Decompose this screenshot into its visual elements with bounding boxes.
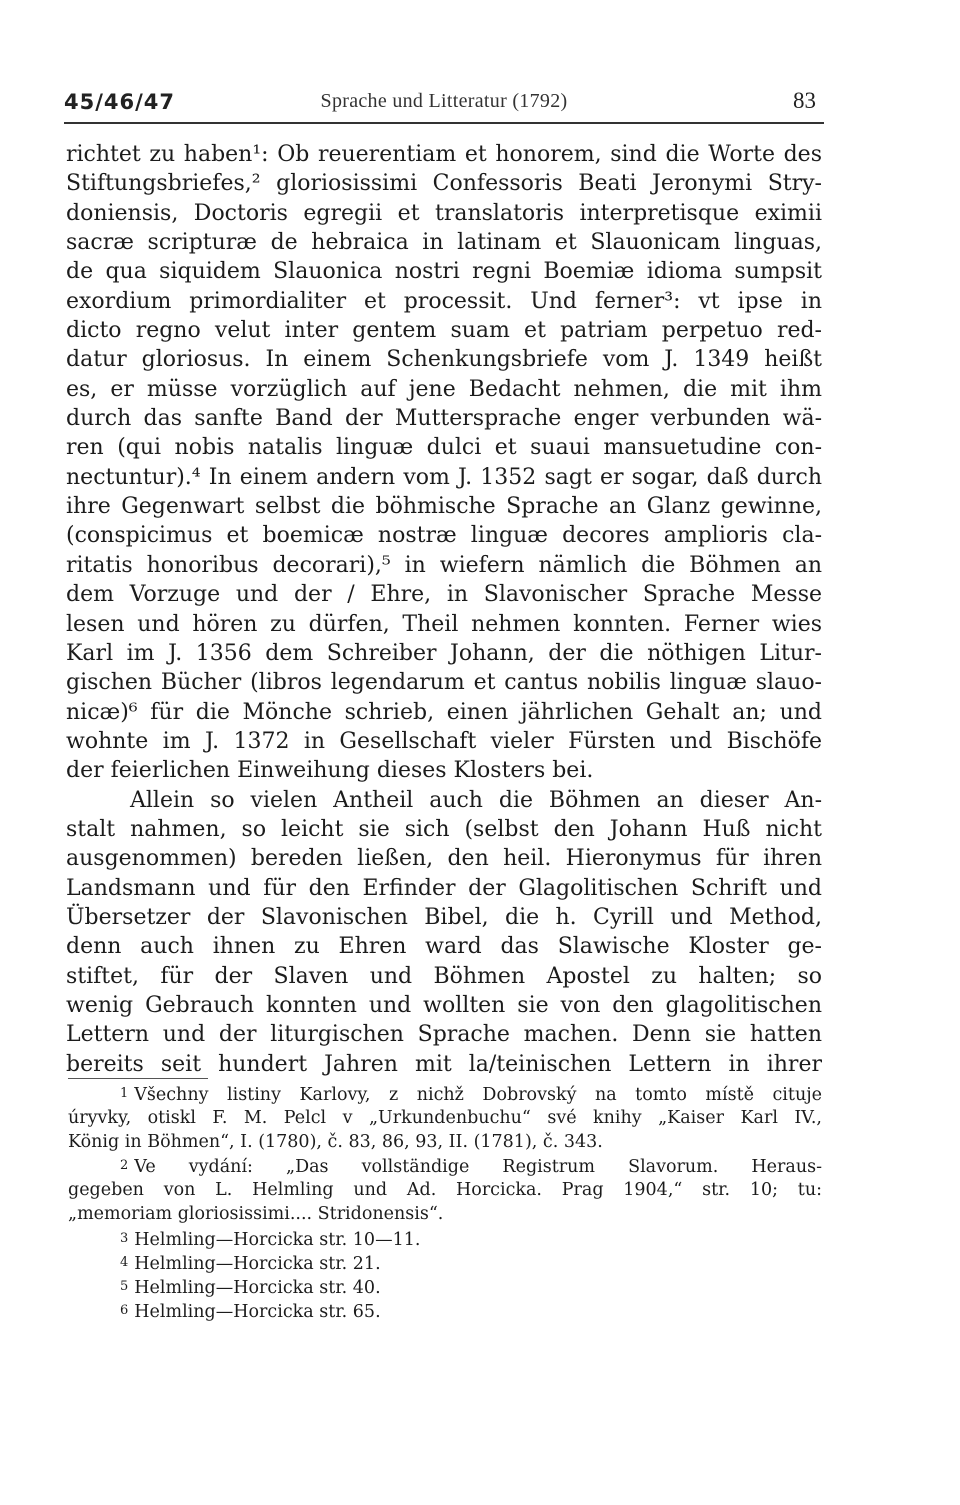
text-line: nectuntur).⁴ In einem andern vom J. 1352 sagt er sogar, daß durch — [66, 464, 822, 490]
text-line: datur gloriosus. In einem Schenkungsbriefe vom J. 1349 heißt — [66, 347, 822, 373]
running-title: Sprache und Litteratur (1792) — [320, 90, 568, 112]
footnote-number: 6 — [120, 1302, 129, 1318]
footnote-line — [68, 1227, 822, 1251]
footnote-number: 2 — [120, 1158, 129, 1174]
footnotes — [68, 1082, 822, 1323]
text-line: wenig Gebrauch konnten und wollten sie von den glagolitischen — [66, 992, 822, 1018]
text-line: Landsmann und für den Erfinder der Glagolitischen Schrift und — [66, 875, 822, 901]
running-header — [64, 82, 824, 124]
text-line: gischen Bücher (libros legendarum et cantus nobilis linguæ slauo- — [66, 670, 822, 696]
footnote-line — [68, 1299, 822, 1323]
text-line: Übersetzer der Slavonischen Bibel, die h. Cyrill und Method, — [66, 904, 822, 930]
text-line: sacræ scripturæ de hebraica in latinam et Slauonicam linguas, — [66, 230, 822, 256]
footnote-text: Všechny listiny Karlovy, z nichž Dobrovský na tomto místě cituje — [134, 1085, 822, 1105]
footnote-line — [68, 1202, 822, 1226]
footnote-text: König in Böhmen“, I. (1780), č. 83, 86, 93, II. (1781), č. 343. — [68, 1132, 603, 1153]
text-line: durch das sanfte Band der Muttersprache enger verbunden wä- — [66, 406, 822, 432]
footnote-line — [68, 1178, 822, 1202]
text-line: es, er müsse vorzüglich auf jene Bedacht nehmen, die mit ihm — [66, 376, 822, 402]
footnote-line — [68, 1106, 822, 1130]
text-line: lesen und hören zu dürfen, Theil nehmen konnten. Ferner wies — [66, 611, 822, 637]
text-line: dicto regno velut inter gentem suam et patriam perpetuo red- — [66, 318, 822, 344]
text-line: doniensis, Doctoris egregii et translatoris interpretisque eximii — [66, 200, 822, 226]
text-line: denn auch ihnen zu Ehren ward das Slawische Kloster ge- — [66, 934, 822, 960]
main-text — [66, 140, 822, 1079]
text-line: Lettern und der liturgischen Sprache machen. Denn sie hatten — [66, 1022, 822, 1048]
footnote-text: „memoriam gloriosissimi.... Stridonensis“. — [68, 1204, 444, 1225]
text-line: stiftet, für der Slaven und Böhmen Apostel zu halten; so — [66, 963, 822, 989]
footnote-number: 1 — [120, 1086, 129, 1101]
footnote-line — [68, 1251, 822, 1275]
text-line: Allein so vielen Antheil auch die Böhmen an dieser An- — [130, 787, 822, 813]
text-line: ren (qui nobis natalis linguæ dulci et suaui mansuetudine con- — [66, 435, 822, 461]
text-line: wohnte im J. 1372 in Gesellschaft vieler Fürsten und Bischöfe — [66, 728, 822, 754]
footnote-number: 4 — [120, 1254, 129, 1270]
text-line: ihre Gegenwart selbst die böhmische Sprache an Glanz gewinne, — [66, 494, 822, 520]
footnote-text: gegeben von L. Helmling und Ad. Horcicka. Prag 1904,“ str. 10; tu: — [68, 1180, 822, 1201]
text-line: ritatis honoribus decorari),⁵ in wiefern nämlich die Böhmen an — [66, 552, 822, 578]
footnote-line — [68, 1082, 822, 1106]
text-line: Stiftungsbriefes,² gloriosissimi Confessoris Beati Jeronymi Stry- — [66, 171, 822, 197]
footnote-text: Helmling—Horcicka str. 40. — [134, 1277, 381, 1298]
footnote-number: 5 — [120, 1278, 129, 1294]
text-line: (conspicimus et boemicæ nostræ linguæ decores amplioris cla- — [66, 523, 822, 549]
footnote-text: Helmling—Horcicka str. 10—11. — [134, 1229, 421, 1250]
text-line: Karl im J. 1356 dem Schreiber Johann, der die nöthigen Litur- — [66, 640, 822, 666]
text-line: der feierlichen Einweihung dieses Klosters bei. — [66, 758, 594, 784]
footnote-text: Helmling—Horcicka str. 21. — [134, 1253, 381, 1274]
text-line: nicæ)⁶ für die Mönche schrieb, einen jährlichen Gehalt an; und — [66, 699, 822, 725]
footnote-line — [68, 1130, 822, 1154]
footnote-separator — [68, 1078, 208, 1079]
footnote-text: úryvky, otiskl F. M. Pelcl v „Urkundenbuchu“ své knihy „Kaiser Karl IV., — [68, 1108, 822, 1129]
text-line: richtet zu haben¹: Ob reuerentiam et honorem, sind die Worte des — [66, 142, 822, 167]
text-line: ausgenommen) bereden ließen, den heil. Hieronymus für ihren — [66, 846, 822, 872]
page-number: 83 — [793, 88, 816, 113]
footnote-text: Ve vydání: „Das vollständige Registrum Slavorum. Heraus- — [134, 1157, 822, 1178]
text-line: bereits seit hundert Jahren mit la/teinischen Lettern in ihrer — [66, 1051, 822, 1077]
text-line: stalt nahmen, so leicht sie sich (selbst den Johann Huß nicht — [66, 816, 822, 842]
footnote-text: Helmling—Horcicka str. 65. — [134, 1301, 381, 1322]
footnote-number: 3 — [120, 1230, 129, 1246]
footnote-line — [68, 1154, 822, 1178]
text-line: dem Vorzuge und der / Ehre, in Slavonischer Sprache Messe — [66, 582, 822, 608]
text-line: exordium primordialiter et processit. Und ferner³: vt ipse in — [66, 288, 822, 314]
text-line: de qua siquidem Slauonica nostri regni Boemiæ idioma sumpsit — [66, 259, 822, 285]
section-numbers: 45/46/47 — [64, 90, 176, 114]
footnote-line — [68, 1275, 822, 1299]
